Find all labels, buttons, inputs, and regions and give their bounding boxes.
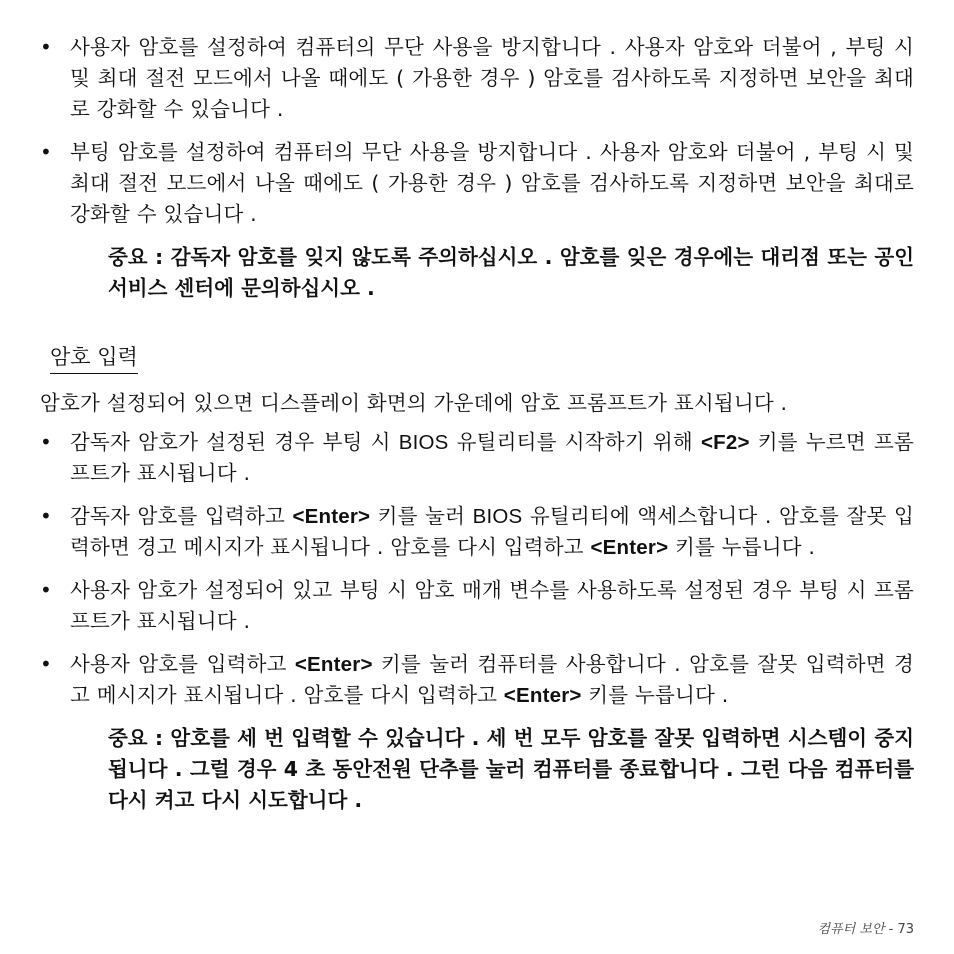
footer-separator: - <box>884 922 898 937</box>
page-footer <box>818 918 914 937</box>
text-run: 키를 누릅니다 . <box>581 683 729 707</box>
text-run: 사용자 암호를 입력하고 <box>70 652 295 676</box>
boot-prompt-paragraph: 사용자 암호가 설정되어 있고 부팅 시 암호 매개 변수를 사용하도록 설정된 경우 부팅 시 프롬프트가 표시됩니다 . <box>70 578 914 633</box>
intro-paragraph: 암호가 설정되어 있으면 디스플레이 화면의 가운데에 암호 프롬프트가 표시됩니다 . <box>40 391 788 415</box>
bullet-marker: • <box>40 140 52 164</box>
text-run: 키를 누릅니다 . <box>668 535 816 559</box>
text-run: 키를 누르면 프롬프트가 표시됩니다 . <box>70 430 915 485</box>
enter-key-label: <Enter> <box>503 684 582 707</box>
list-item <box>40 32 914 125</box>
important-note-attempts: 중요 : 암호를 세 번 입력할 수 있습니다 . 세 번 모두 암호를 잘못 입력하면 시스템이 중지됩니다 . 그럴 경우 4 초 동안전원 단추를 눌러 컴퓨터를 종료합니다 . 그런 다음 컴퓨터를 다시 켜고 다시 시도합니다 . <box>108 726 914 812</box>
f2-key-label: <F2> <box>700 431 750 454</box>
page-number: 73 <box>897 922 914 937</box>
bullet-marker: • <box>40 430 52 454</box>
user-password-paragraph: 사용자 암호를 설정하여 컴퓨터의 무단 사용을 방지합니다 . 사용자 암호와 더불어 , 부팅 시 및 최대 절전 모드에서 나올 때에도 ( 가용한 경우 ) 암호를 검사하도록 지정하면 보안을 최대로 강화할 수 있습니다 . <box>70 35 914 121</box>
text-run: 유틸리티에 액세스합니다 . 암호를 잘못 입력하면 경고 메시지가 표시됩니다 . 암호를 다시 입력하고 <box>70 504 914 559</box>
bullet-marker: • <box>40 35 52 59</box>
list-item <box>40 427 914 489</box>
bullet-marker: • <box>40 504 52 528</box>
bullet-marker: • <box>40 652 52 676</box>
section-heading: 암호 입력 <box>50 342 138 374</box>
boot-password-paragraph: 부팅 암호를 설정하여 컴퓨터의 무단 사용을 방지합니다 . 사용자 암호와 더불어 , 부팅 시 및 최대 절전 모드에서 나올 때에도 ( 가용한 경우 ) 암호를 검사하도록 지정하면 보안을 최대로 강화할 수 있습니다 . <box>70 140 914 226</box>
footer-section-title: 컴퓨터 보안 <box>817 922 885 937</box>
text-run: 감독자 암호가 설정된 경우 부팅 시 <box>70 430 399 454</box>
enter-key-label: <Enter> <box>294 653 373 676</box>
bullet-marker: • <box>40 578 52 602</box>
enter-key-label: <Enter> <box>292 505 371 528</box>
bios-term: BIOS <box>472 505 523 528</box>
user-enter-paragraph <box>70 649 914 711</box>
enter-key-label: <Enter> <box>590 536 669 559</box>
list-item <box>40 137 914 230</box>
text-run: 유틸리티를 시작하기 위해 <box>448 430 701 454</box>
supervisor-prompt-paragraph <box>70 427 914 489</box>
list-item <box>40 501 914 563</box>
text-run: 키를 눌러 컴퓨터를 사용합니다 . 암호를 잘못 입력하면 경고 메시지가 표시됩니다 . 암호를 다시 입력하고 <box>70 652 914 707</box>
bios-term: BIOS <box>398 431 449 454</box>
text-run: 감독자 암호를 입력하고 <box>70 504 293 528</box>
supervisor-enter-paragraph <box>70 501 914 563</box>
list-item <box>40 649 914 711</box>
important-note: 중요 : 감독자 암호를 잊지 않도록 주의하십시오 . 암호를 잊은 경우에는 대리점 또는 공인 서비스 센터에 문의하십시오 . <box>108 245 914 300</box>
text-run: 키를 눌러 <box>370 504 473 528</box>
document-page <box>40 32 914 828</box>
list-item <box>40 575 914 637</box>
